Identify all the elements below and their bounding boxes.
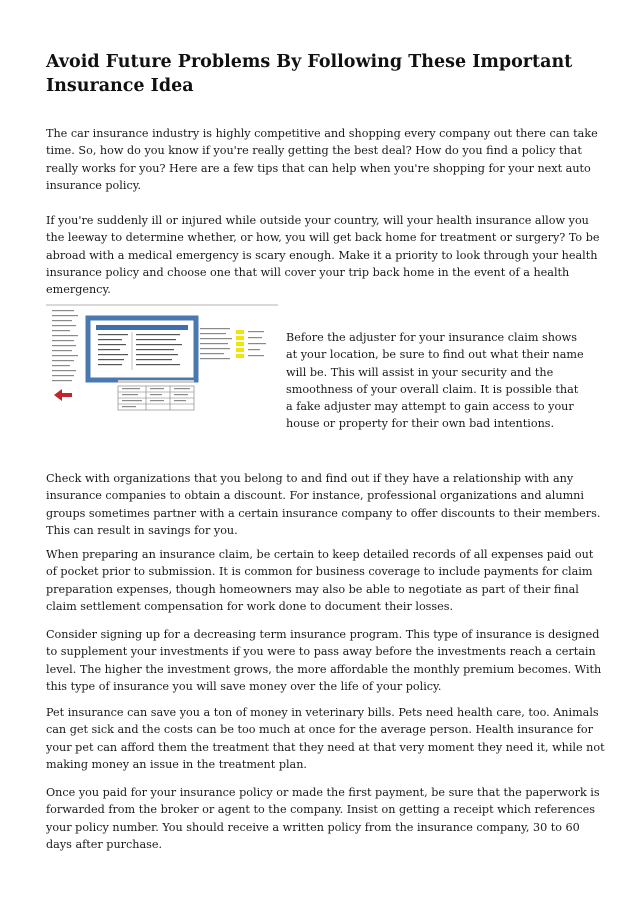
paragraph-adjuster: Before the adjuster for your insurance claim shows at your location, be sure to find out what their name will be. This will assist in your security and the smoothness of your overall claim. It is possible that a fake adjuster may attempt to gain access to your house or property for their own bad intentions. <box>286 331 584 431</box>
paragraph-pet-insurance: Pet insurance can save you a ton of money in veterinary bills. Pets need health care, too. Animals can get sick and the costs can be too much at once for the average person. Health insurance for your pet can afford them the treatment that they need at that very moment they need it, while not making money an issue in the treatment plan. <box>46 706 605 771</box>
paragraph-organizations-discount: Check with organizations that you belong to and find out if they have a relationship with any insurance companies to obtain a discount. For instance, professional organizations and alumni groups sometimes partner with a certain insurance company to offer discounts to their members. This can result in savings for you. <box>46 472 601 537</box>
paragraph-claim-records: When preparing an insurance claim, be certain to keep detailed records of all expenses paid out of pocket prior to submission. It is common for business coverage to include payments for claim preparation expenses, though homeowners may also be able to negotiate as part of their final claim settlement compensation for work done to document their losses. <box>46 548 594 613</box>
page-title: Avoid Future Problems By Following These Important Insurance Idea <box>46 52 573 96</box>
paragraph-health-abroad: If you're suddenly ill or injured while outside your country, will your health insurance allow you the leeway to determine whether, or how, you will get back home for treatment or surgery? To be abroad with a medical emergency is scary enough. Make it a priority to look through your health insurance policy and choose one that will cover your trip back home in the event of a health emergency. <box>46 214 600 297</box>
paragraph-car-insurance: The car insurance industry is highly competitive and shopping every company out there can take time. So, how do you know if you're really getting the best deal? How do you find a policy that really works for you? Here are a few tips that can help when you're shopping for your next auto insurance policy. <box>46 127 598 192</box>
paragraph-decreasing-term: Consider signing up for a decreasing term insurance program. This type of insurance is designed to supplement your investments if you were to pass away before the investments reach a certain level. The higher the investment grows, the more affordable the monthly premium becomes. With this type of insurance you will save money over the life of your policy. <box>46 628 602 693</box>
paragraph-paperwork: Once you paid for your insurance policy or made the first payment, be sure that the paperwork is forwarded from the broker or agent to the company. Insist on getting a receipt which references your policy number. You should receive a written policy from the insurance company, 30 to 60 days after purchase. <box>46 786 600 851</box>
spreadsheet-screenshot-icon <box>46 300 278 418</box>
spreadsheet-screenshot-image <box>46 300 278 418</box>
